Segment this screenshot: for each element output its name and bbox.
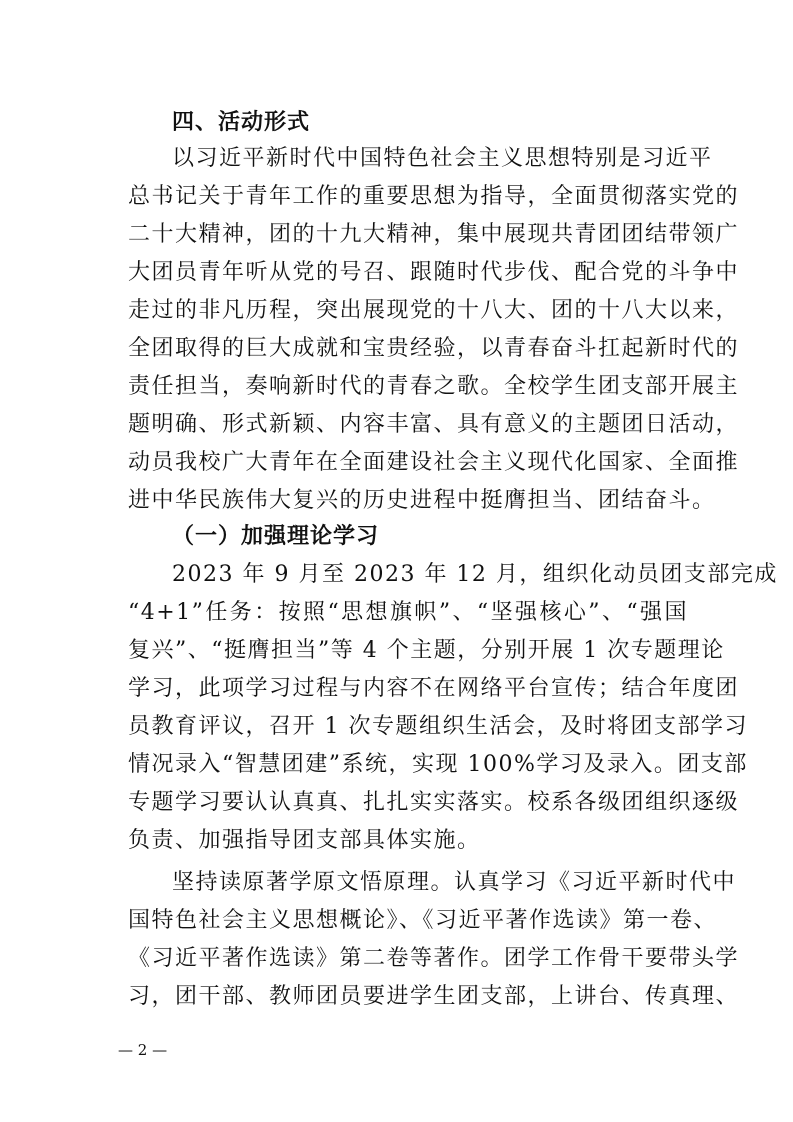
paragraph-3-line: 国特色社会主义思想概论》、《习近平著作选读》第一卷、 [128,908,718,933]
section-heading: 四、活动形式 [172,110,311,135]
paragraph-2-line: 学习，此项学习过程与内容不在网络平台宣传；结合年度团 [128,676,740,701]
paragraph-3-line: 《习近平著作选读》第二卷等著作。团学工作骨干要带头学 [128,946,740,971]
paragraph-1-line: 总书记关于青年工作的重要思想为指导，全面贯彻落实党的 [128,184,740,209]
paragraph-2-line: 情况录入“智慧团建”系统，实现 100%学习及录入。团支部 [128,752,748,777]
paragraph-1-line: 责任担当，奏响新时代的青春之歌。全校学生团支部开展主 [128,374,740,399]
paragraph-2-line: 2023 年 9 月至 2023 年 12 月，组织化动员团支部完成 [172,562,778,587]
page-number: — 2 — [118,1041,168,1059]
paragraph-1-line: 动员我校广大青年在全面建设社会主义现代化国家、全面推 [128,450,740,475]
paragraph-1-line: 以习近平新时代中国特色社会主义思想特别是习近平 [172,146,713,171]
subheading: （一）加强理论学习 [172,524,380,549]
paragraph-3-line: 习，团干部、教师团员要进学生团支部，上讲台、传真理、 [128,984,740,1009]
paragraph-2-line: 员教育评议，召开 1 次专题组织生活会，及时将团支部学习 [128,714,748,739]
paragraph-2-line: “4+1”任务：按照“思想旗帜”、“坚强核心”、“强国 [128,600,688,625]
paragraph-1-line: 进中华民族伟大复兴的历史进程中挺膺担当、团结奋斗。 [128,488,716,513]
paragraph-2-line: 专题学习要认认真真、扎扎实实落实。校系各级团组织逐级 [128,790,740,815]
paragraph-1-line: 大团员青年听从党的号召、跟随时代步伐、配合党的斗争中 [128,260,740,285]
paragraph-1-line: 二十大精神，团的十九大精神，集中展现共青团团结带领广 [128,222,740,247]
paragraph-1-line: 全团取得的巨大成就和宝贵经验，以青春奋斗扛起新时代的 [128,336,740,361]
paragraph-1-line: 走过的非凡历程，突出展现党的十八大、团的十八大以来， [128,298,740,323]
paragraph-3-line: 坚持读原著学原文悟原理。认真学习《习近平新时代中 [172,870,737,895]
paragraph-2-line: 复兴”、“挺膺担当”等 4 个主题，分别开展 1 次专题理论 [128,638,725,663]
paragraph-2-line: 负责、加强指导团支部具体实施。 [128,828,481,853]
paragraph-1-line: 题明确、形式新颖、内容丰富、具有意义的主题团日活动， [128,412,740,437]
